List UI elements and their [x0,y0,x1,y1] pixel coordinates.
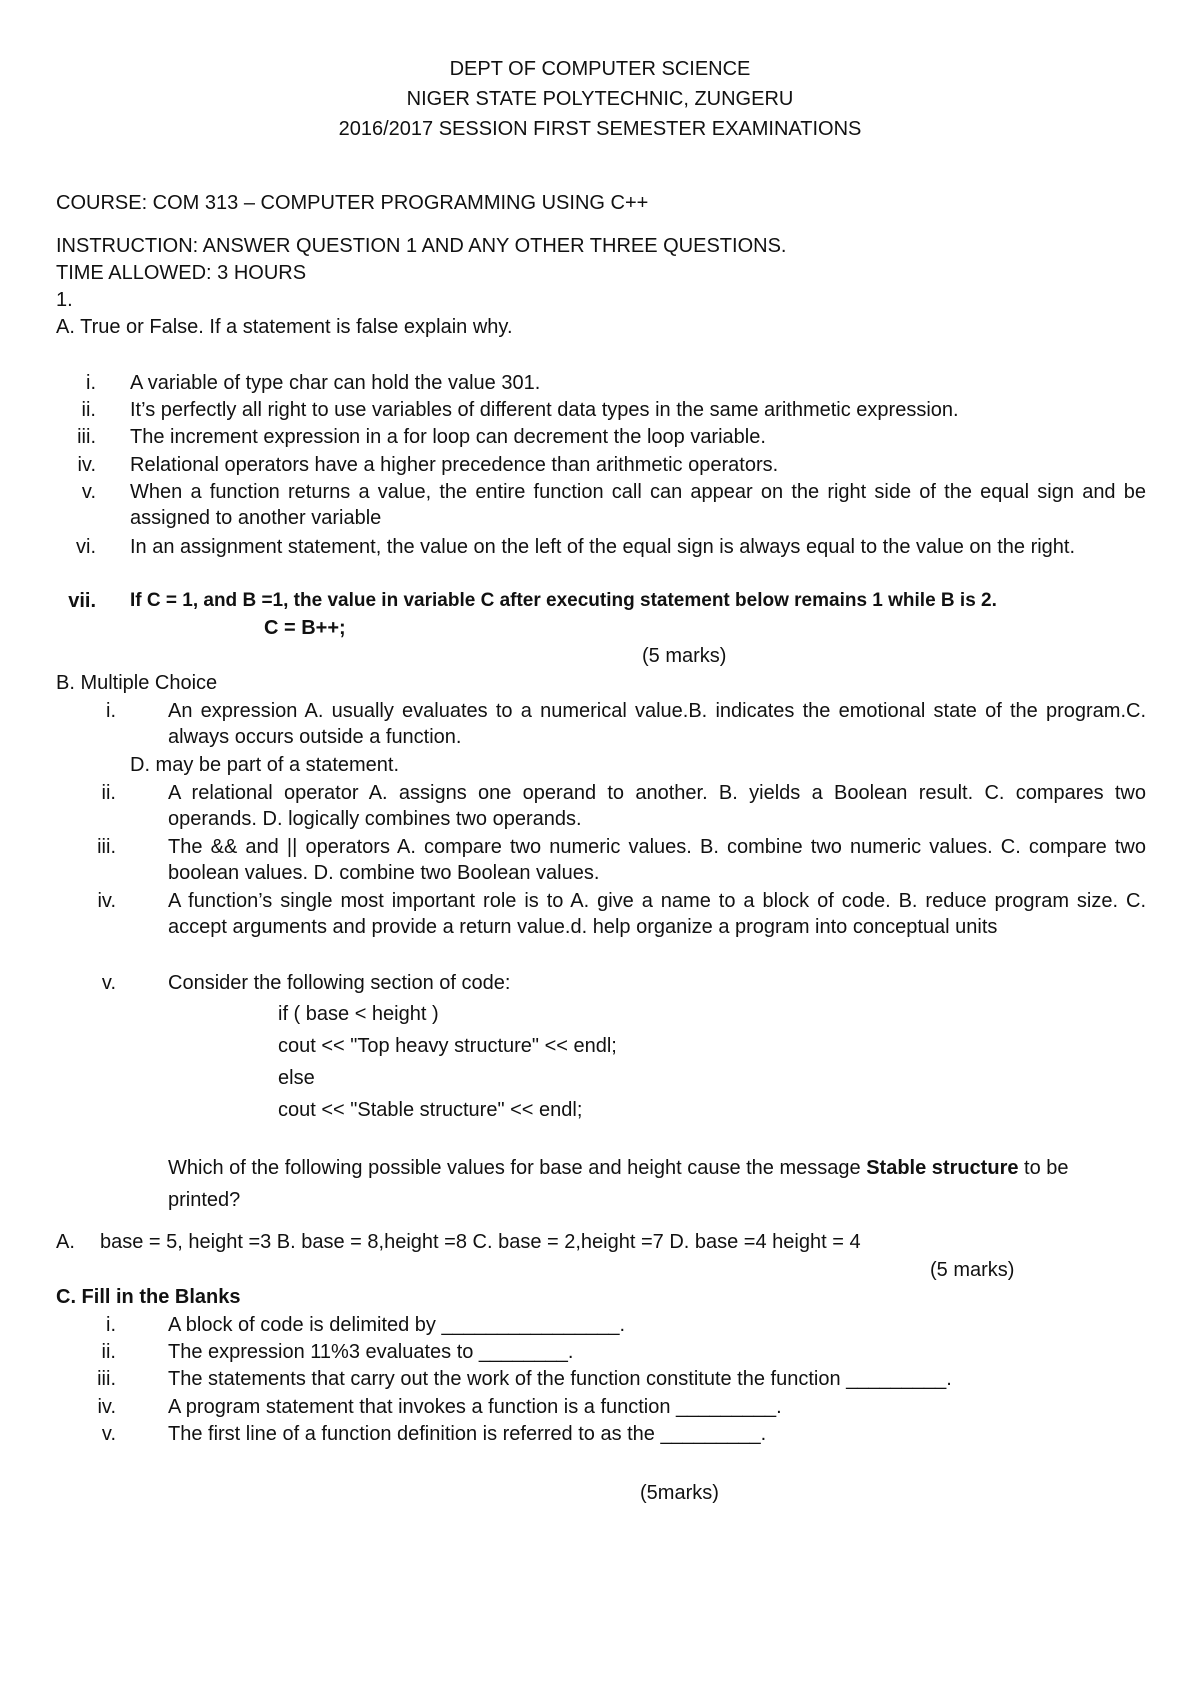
department-title: DEPT OF COMPUTER SCIENCE [449,58,751,80]
list-item: A function’s single most important role is to A. give a name to a block of code. B. reduce program size. C. accept arguments and provide a return value.d. help organize a program into conceptual units [168,890,1146,938]
list-item: A block of code is delimited by ________________. [168,1314,626,1336]
marks-label: (5 marks) [930,1259,1015,1281]
list-item-number: ii. [101,1341,116,1363]
list-item-number: iii. [97,836,116,858]
marks-label: (5 marks) [642,645,727,667]
list-item: The statements that carry out the work of the function constitute the function _________. [168,1368,952,1390]
code-snippet: C = B++; [264,617,346,639]
list-item: It’s perfectly all right to use variables of different data types in the same arithmetic expression. [130,399,959,421]
list-item-number: ii. [101,782,116,804]
list-item-number: iii. [77,426,96,448]
list-item: The expression 11%3 evaluates to ________. [168,1341,574,1363]
list-item: A variable of type char can hold the value 301. [130,372,541,394]
list-item: Consider the following section of code: [168,972,511,994]
list-item: A relational operator A. assigns one operand to another. B. yields a Boolean result. C. compares two operands. D. logically combines two operands. [168,782,1146,830]
list-item-number: v. [101,972,116,994]
institution-title: NIGER STATE POLYTECHNIC, ZUNGERU [406,88,794,110]
code-line: cout << "Top heavy structure" << endl; [278,1035,617,1057]
answer-letter: A. [56,1231,75,1253]
session-title: 2016/2017 SESSION FIRST SEMESTER EXAMINATIONS [338,118,862,140]
list-item-number: i. [86,372,96,394]
marks-label: (5marks) [640,1482,719,1504]
list-item: If C = 1, and B =1, the value in variable C after executing statement below remains 1 while B is 2. [130,590,997,611]
code-line: else [278,1067,315,1089]
list-item-number: i. [106,1314,116,1336]
list-item-number: v. [81,481,96,503]
list-item-number: iv. [97,890,116,912]
list-item: An expression A. usually evaluates to a numerical value.B. indicates the emotional state of the program.C. always occurs outside a function. [168,700,1146,748]
list-item-number: ii. [81,399,96,421]
list-item-number: iv. [97,1396,116,1418]
list-item-number: vi. [76,536,96,558]
list-item: The first line of a function definition is referred to as the _________. [168,1423,767,1445]
list-item-number: v. [101,1423,116,1445]
section-a-title: A. True or False. If a statement is false explain why. [56,316,513,338]
list-item: D. may be part of a statement. [130,754,400,776]
stable-structure-emphasis: Stable structure [866,1157,1019,1179]
list-item-number: vii. [68,590,96,612]
list-item: In an assignment statement, the value on the left of the equal sign is always equal to the value on the right. [130,536,1076,558]
list-item-number: iii. [97,1368,116,1390]
section-c-title: C. Fill in the Blanks [56,1286,241,1308]
code-line: cout << "Stable structure" << endl; [278,1099,583,1121]
list-item: A program statement that invokes a function is a function _________. [168,1396,782,1418]
code-line: if ( base < height ) [278,1003,439,1025]
list-item: The && and || operators A. compare two numeric values. B. combine two numeric values. C. compare two boolean values. D. combine two Boolean values. [168,836,1146,884]
list-item-number: i. [106,700,116,722]
list-item: When a function returns a value, the entire function call can appear on the right side of the equal sign and be assigned to another variable [130,481,1146,529]
answer-options: base = 5, height =3 B. base = 8,height =8 C. base = 2,height =7 D. base =4 height = 4 [100,1231,861,1253]
question-text: Which of the following possible values for base and height cause the message Stable structure to be printed? [168,1157,1069,1211]
list-item: Relational operators have a higher precedence than arithmetic operators. [130,454,779,476]
list-item-number: iv. [77,454,96,476]
section-b-title: B. Multiple Choice [56,672,218,694]
question-number: 1. [56,289,73,311]
list-item: The increment expression in a for loop can decrement the loop variable. [130,426,766,448]
instruction-line: INSTRUCTION: ANSWER QUESTION 1 AND ANY OTHER THREE QUESTIONS. [56,235,787,257]
course-line: COURSE: COM 313 – COMPUTER PROGRAMMING USING C++ [56,192,649,214]
time-allowed-line: TIME ALLOWED: 3 HOURS [56,262,307,284]
